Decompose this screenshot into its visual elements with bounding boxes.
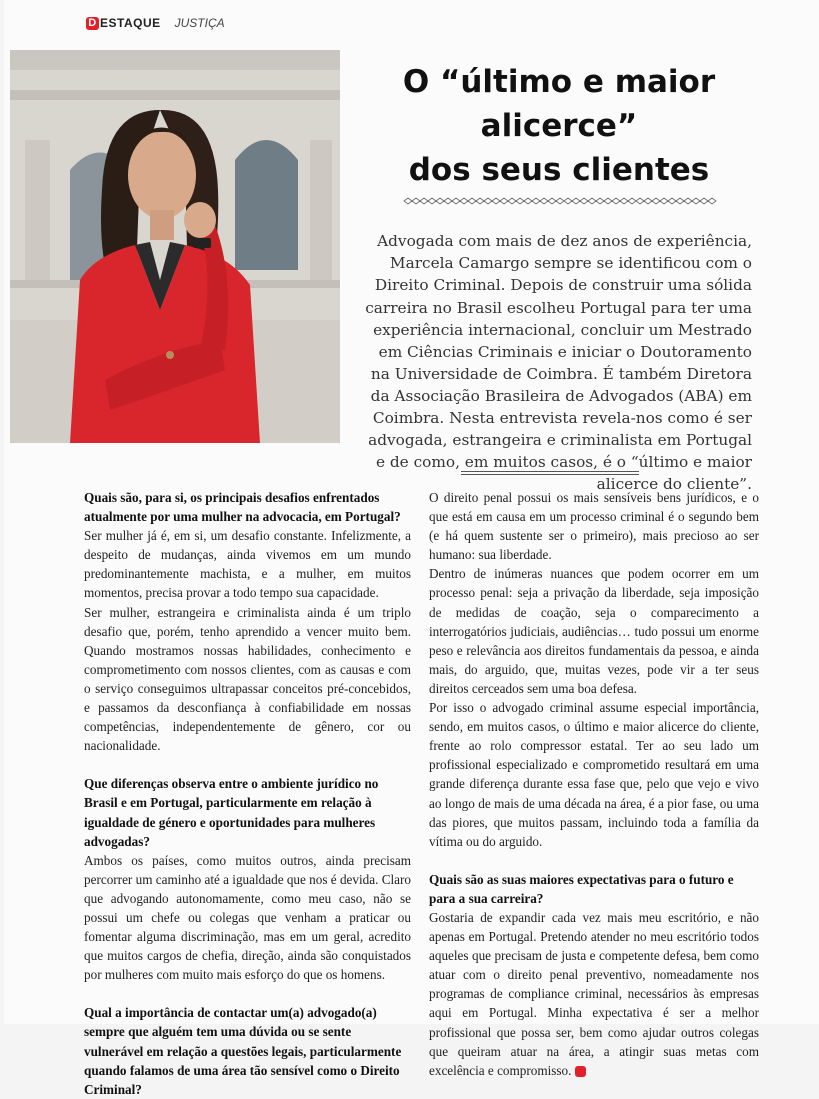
article-intro: Advogada com mais de dez anos de experiência, Marcela Camargo sempre se identificou com o Direito Criminal. Depois de construir uma sólida carreira no Brasil escolheu Portugal para ter uma experiência internacional, concluir um Mestrado em Ciências Criminais e iniciar o Doutoramento na Universidade de Coimbra. É também Diretora da Associação Brasileira de Advogados (ABA) em Coimbra. Nesta entrevista revela-nos como é ser advogada, estrangeira e criminalista em Portugal e de como, em muitos casos, é o “último e maior alicerce do cliente”.	[365, 232, 752, 494]
question-2: Que diferenças observa entre o ambiente jurídico no Brasil e em Portugal, particularmente em relação à igualdade de género e oportunidades para mulheres advogadas?	[84, 776, 379, 849]
answer-3-paragraph-3: Por isso o advogado criminal assume especial importância, sendo, em muitos casos, o último e maior alicerce do cliente, frente ao rolo compressor estatal. Ter ao seu lado um profissional especializado e comprometido resultará em uma grande diferença durante essa fase que, pelo que vejo e vivo ao longo de mais de uma década na área, é a pior fase, ou uma das piores, que muitos passam, incluindo toda a família da vítima ou do arguido.	[429, 700, 759, 849]
question-3: Qual a importância de contactar um(a) advogado(a) sempre que alguém tem uma dúvida ou se sente vulnerável em relação a questões legais, particularmente quando falamos de uma área tão sensível como o Direito Criminal?	[84, 1005, 402, 1097]
magazine-page	[4, 0, 819, 1097]
right-column	[429, 488, 759, 1080]
intro-rule	[461, 471, 639, 475]
answer-3-paragraph-2: Dentro de inúmeras nuances que podem ocorrer em um processo penal: seja a privação da liberdade, seja imposição de medidas de coação, seja o comparecimento a interrogatórios judiciais, audiências… tudo possui um enorme peso e relevância aos direitos fundamentais da pessoa, e ainda mais, do arguido, que, muitas vezes, pode vir a ter seus direitos cerceados sem uma boa defesa.	[429, 566, 759, 696]
title-line-1: O “último e maior	[402, 64, 716, 100]
decorative-divider	[404, 197, 716, 205]
section-label: JUSTIÇA	[174, 16, 225, 30]
question-1: Quais são, para si, os principais desafios enfrentados atualmente por uma mulher na advocacia, em Portugal?	[84, 490, 401, 525]
brand-logo	[86, 16, 161, 30]
portrait-photo	[10, 50, 340, 443]
answer-1-paragraph-2: Ser mulher, estrangeira e criminalista ainda é um triplo desafio que, porém, tenho aprendido a vencer muito bem. Quando mostramos nossas habilidades, conhecimento e comprometimento com nossos clientes, com as causas e com o serviço conseguimos ultrapassar conceitos pré-concebidos, e passamos da desconfiança à confiabilidade em nossas competências, independentemente de gênero, cor ou nacionalidade.	[84, 604, 411, 754]
portrait-illustration	[10, 50, 340, 443]
left-column	[84, 488, 411, 1099]
question-4: Quais são as suas maiores expectativas para o futuro e para a sua carreira?	[429, 871, 734, 906]
answer-1-paragraph-1: Ser mulher já é, em si, um desafio constante. Infelizmente, a despeito de mudanças, ainda vivemos em um mundo predominantemente machista, e a mulher, em muitos momentos, precisa provar a todo tempo sua capacidade.	[84, 528, 411, 601]
end-of-article-icon	[575, 1066, 586, 1077]
answer-4-wrapper	[429, 908, 759, 1080]
brand-name: ESTAQUE	[100, 16, 161, 30]
answer-4: Gostaria de expandir cada vez mais meu escritório, e não apenas em Portugal. Pretendo atender no meu escritório todos aqueles que precisam de justa e competente defesa, bem como atuar com o direito penal preventivo, nomeadamente nos programas de compliance criminal, necessários às empresas aqui em Portugal. Minha expectativa é ser a melhor profissional que possa ser, bem como ajudar outros colegas que queiram atuar na área, a atingir suas metas com excelência e compromisso.	[429, 909, 759, 1078]
brand-logo-icon: D	[86, 17, 99, 30]
article-title	[364, 60, 754, 192]
title-line-3: dos seus clientes	[408, 152, 710, 188]
page-header	[86, 16, 225, 30]
answer-2: Ambos os países, como muitos outros, ainda precisam percorrer um caminho até a igualdade que nos é devida. Claro que advogando autonomamente, como meu caso, não se possui um chefe ou colegas que venham a praticar ou fomentar alguma discriminação, mas em um geral, acredito que muitos cargos de chefia, direção, ainda são conquistados por mulheres com muito mais esforço do que os homens.	[84, 852, 411, 983]
title-line-2: alicerce”	[480, 108, 638, 144]
answer-3-paragraph-1: O direito penal possui os mais sensíveis bens jurídicos, e o que está em causa em um processo criminal é o segundo bem (e há quem sustente ser o primeiro), mais precioso ao ser humano: sua liberdade.	[429, 490, 759, 563]
